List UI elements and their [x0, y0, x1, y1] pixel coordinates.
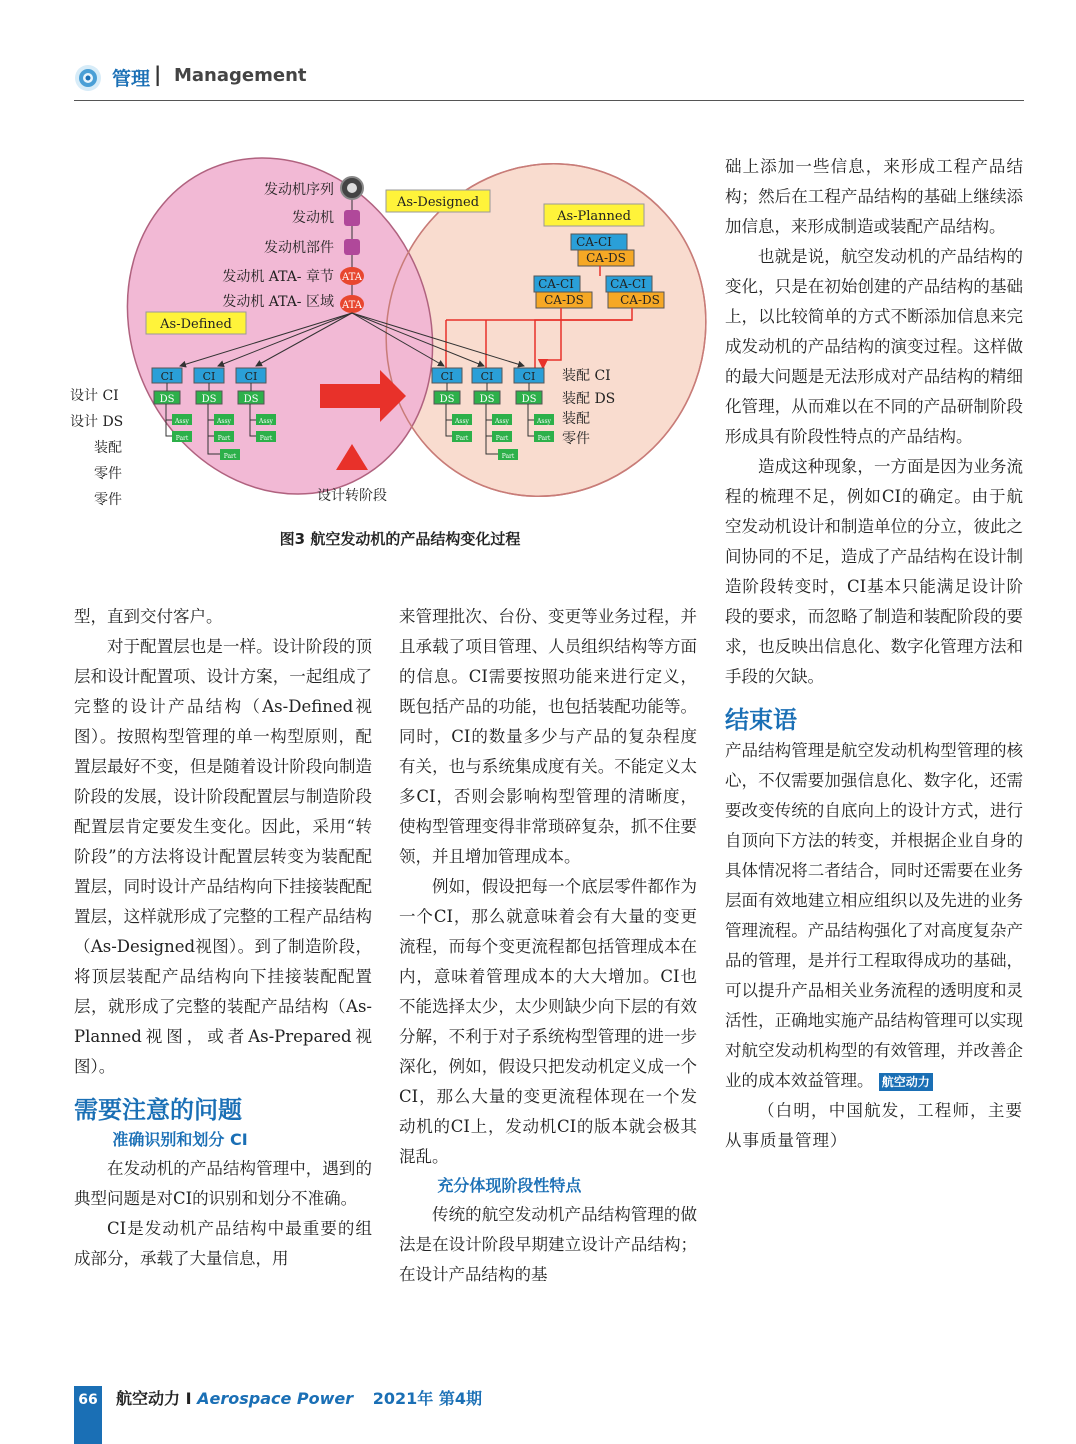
svg-text:ATA: ATA — [341, 300, 363, 311]
svg-text:CA-DS: CA-DS — [620, 293, 660, 307]
right-label: 装配 — [562, 411, 590, 427]
level-label: 发动机 ATA- 区域 — [222, 294, 334, 310]
svg-text:CI: CI — [160, 370, 174, 383]
svg-text:Assy: Assy — [495, 418, 509, 425]
svg-text:CI: CI — [202, 370, 216, 383]
section-title-cn: 管理 — [112, 68, 151, 90]
text-column-2 — [399, 602, 697, 1290]
svg-text:Assy: Assy — [259, 418, 273, 425]
conclusion-text: 产品结构管理是航空发动机构型管理的核心，不仅需要加强信息化、数字化，还需要改变传统的自底向上的设计方式，进行自顶向下方法的转变，并根据企业自身的具体情况将二者结合，同时还需要在业务层面有效地建立相应组织以及先进的业务管理流程。产品结构强化了对高度复杂产品的管理，是并行工程取得成功的基础，可以提升产品相关业务流程的透明度和灵活性，正确地实施产品结构管理可以实现对航空发动机构型的有效管理，并改善企业的成本效益管理。 — [725, 741, 1023, 1090]
svg-text:ATA: ATA — [341, 272, 363, 283]
text-column-1 — [74, 602, 372, 1274]
page-number: 66 — [78, 1392, 98, 1408]
svg-text:DS: DS — [439, 394, 455, 405]
svg-text:Part: Part — [455, 435, 469, 442]
svg-text:Part: Part — [259, 435, 273, 442]
page-header — [74, 60, 1024, 101]
engine-node — [344, 210, 360, 226]
author-note: （白明，中国航发，工程师，主要从事质量管理） — [725, 1101, 1023, 1150]
section-heading: 需要注意的问题 — [74, 1096, 242, 1124]
logo-icon — [74, 64, 102, 92]
left-label: 零件 — [94, 492, 122, 508]
left-label: 设计 CI — [70, 388, 119, 404]
svg-text:Assy: Assy — [537, 418, 551, 425]
svg-text:Part: Part — [217, 435, 231, 442]
level-label: 发动机部件 — [264, 240, 334, 256]
product-structure-figure — [68, 150, 708, 522]
footer-publication — [116, 1386, 482, 1409]
paragraph: 也就是说，航空发动机的产品结构的变化，只是在初始创建的产品结构的基础上，以比较简单的方式不断添加信息来完成发动机的产品结构的演变过程。这样做的最大问题是无法形成对产品结构的精细化管理，从而难以在不同的产品研制阶段形成具有阶段性特点的产品结构。 — [725, 247, 1023, 446]
svg-text:Assy: Assy — [217, 418, 231, 425]
svg-text:Part: Part — [537, 435, 551, 442]
svg-text:CA-CI: CA-CI — [576, 235, 612, 249]
journal-name-cn: 航空动力 — [116, 1389, 181, 1408]
svg-text:Assy: Assy — [175, 418, 189, 425]
paragraph: 对于配置层也是一样。设计阶段的顶层和设计配置项、设计方案，一起组成了完整的设计产品结构（As-Defined视图）。按照构型管理的单一构型原则，配置层最好不变，但是随着设计阶段向制造阶段的发展，设计阶段配置层与制造阶段配置层肯定要发生变化。因此，采用“转阶段”的方法将设计配置层转变为装配配置层，同时设计产品结构向下挂接装配配置层，这样就形成了完整的工程产品结构（As-Designed视图）。到了制造阶段，将顶层装配产品结构向下挂接装配配置层，就形成了完整的装配产品结构（As-Planned视图，或者As-Prepared视图）。 — [74, 637, 372, 1076]
engine-part-node — [344, 239, 360, 255]
svg-text:CA-DS: CA-DS — [586, 251, 626, 265]
ca-box — [571, 234, 634, 266]
paragraph: 础上添加一些信息，来形成工程产品结构；然后在工程产品结构的基础上继续添加信息，来形成制造或装配产品结构。 — [725, 157, 1023, 236]
left-label: 装配 — [94, 440, 122, 456]
paragraph: 造成这种现象，一方面是因为业务流程的梳理不足，例如CI的确定。由于航空发动机设计和制造单位的分立，彼此之间协同的不足，造成了产品结构在设计制造阶段转变时，CI基本只能满足设计阶段的要求，而忽略了制造和装配阶段的要求，也反映出信息化、数字化管理方法和手段的欠缺。 — [725, 457, 1023, 686]
level-label: 发动机 — [292, 210, 334, 226]
journal-badge: 航空动力 — [879, 1073, 933, 1091]
svg-text:DS: DS — [243, 394, 259, 405]
journal-issue: 2021年 第4期 — [372, 1389, 482, 1408]
section-separator: | — [154, 62, 162, 86]
subsection-heading: 准确识别和划分 CI — [112, 1130, 248, 1149]
subsection-heading: 充分体现阶段性特点 — [437, 1176, 582, 1195]
paragraph — [725, 736, 1023, 1096]
right-label: 装配 CI — [562, 368, 611, 384]
svg-text:CA-DS: CA-DS — [544, 293, 584, 307]
svg-text:CA-CI: CA-CI — [610, 277, 646, 291]
right-label: 装配 DS — [562, 391, 616, 407]
svg-text:CA-CI: CA-CI — [538, 277, 574, 291]
section-title-en: Management — [174, 65, 307, 86]
svg-text:Part: Part — [495, 435, 509, 442]
level-label: 发动机 ATA- 章节 — [222, 269, 334, 285]
svg-text:CI: CI — [522, 370, 536, 383]
svg-text:Part: Part — [501, 453, 515, 460]
left-label: 设计 DS — [70, 414, 124, 430]
paragraph: 例如，假设把每一个底层零件都作为一个CI，那么就意味着会有大量的变更流程，而每个变更流程都包括管理成本在内，意味着管理成本的大大增加。CI也不能选择太少，太少则缺少向下层的有效分解，不利于对子系统构型管理的进一步深化，例如，假设只把发动机定义成一个CI，那么大量的变更流程体现在一个发动机的CI上，发动机CI的版本就会极其混乱。 — [399, 877, 697, 1166]
paragraph: CI是发动机产品结构中最重要的组成部分，承载了大量信息，用 — [74, 1219, 372, 1268]
paragraph: 在发动机的产品结构管理中，遇到的典型问题是对CI的识别和划分不准确。 — [74, 1159, 372, 1208]
text-column-3 — [725, 152, 1023, 1156]
paragraph: 传统的航空发动机产品结构管理的做法是在设计阶段早期建立设计产品结构；在设计产品结构的基 — [399, 1205, 697, 1284]
svg-text:CI: CI — [440, 370, 454, 383]
level-label: 发动机序列 — [264, 182, 334, 198]
svg-text:DS: DS — [201, 394, 217, 405]
svg-text:Part: Part — [223, 453, 237, 460]
svg-text:CI: CI — [244, 370, 258, 383]
svg-text:Assy: Assy — [455, 418, 469, 425]
svg-text:As-Defined: As-Defined — [160, 317, 232, 332]
paragraph: 型，直到交付客户。 — [74, 607, 223, 626]
svg-text:DS: DS — [521, 394, 537, 405]
left-label: 零件 — [94, 466, 122, 482]
journal-separator: I — [185, 1389, 192, 1408]
svg-text:DS: DS — [479, 394, 495, 405]
svg-text:Part: Part — [175, 435, 189, 442]
svg-text:As-Designed: As-Designed — [396, 195, 480, 210]
stage-label: 设计转阶段 — [317, 488, 387, 504]
section-heading: 结束语 — [725, 706, 797, 734]
figure-caption: 图3 航空发动机的产品结构变化过程 — [279, 530, 521, 548]
svg-text:DS: DS — [159, 394, 175, 405]
journal-name-en: Aerospace Power — [197, 1389, 354, 1408]
paragraph: 来管理批次、台份、变更等业务过程，并且承载了项目管理、人员组织结构等方面的信息。CI需要按照功能来进行定义，既包括产品的功能，也包括装配功能等。同时，CI的数量多少与产品的复杂程度有关，也与系统集成度有关。不能定义太多CI，否则会影响构型管理的清晰度，使构型管理变得非常琐碎复杂，抓不住要领，并且增加管理成本。 — [399, 607, 697, 866]
svg-text:As-Planned: As-Planned — [557, 209, 631, 224]
right-label: 零件 — [562, 431, 590, 447]
svg-text:CI: CI — [480, 370, 494, 383]
